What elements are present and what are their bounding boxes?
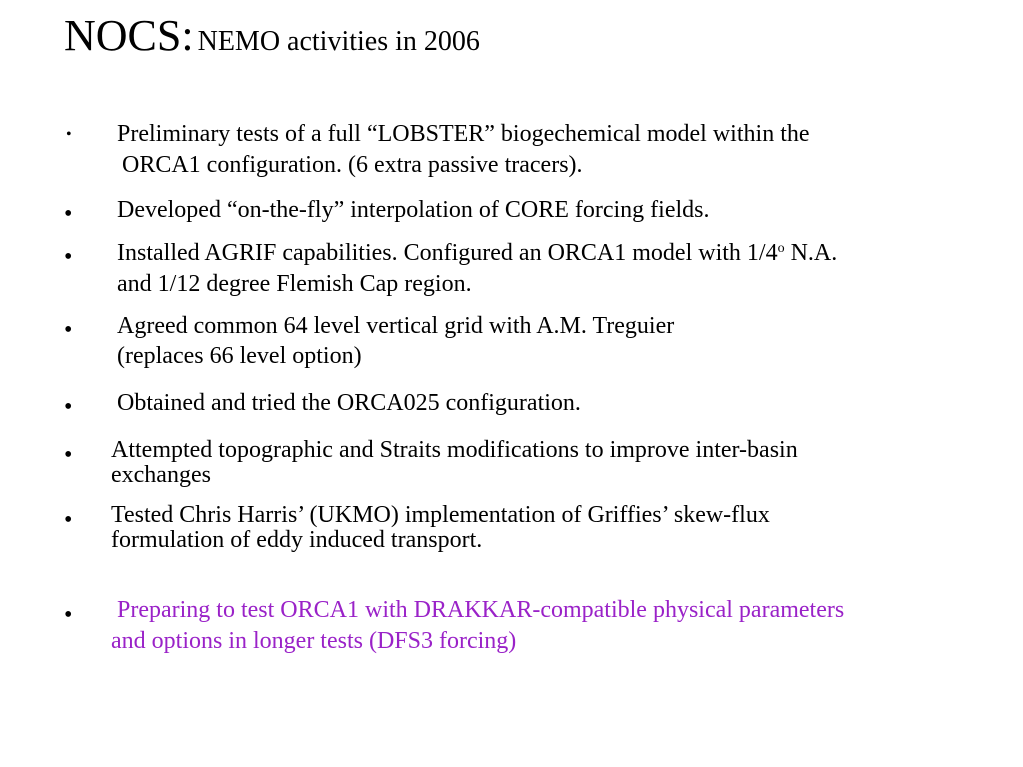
bullet-line: (replaces 66 level option)	[117, 343, 362, 369]
bullet-marker: •	[64, 507, 73, 533]
bullet-marker: •	[64, 394, 73, 420]
bullet-line-part: Installed AGRIF capabilities. Configured an ORCA1 model with 1/4	[117, 240, 778, 266]
bullet-marker: •	[64, 602, 73, 628]
bullet-line: ORCA1 configuration. (6 extra passive tracers).	[122, 152, 583, 178]
degree-superscript: o	[777, 241, 785, 256]
bullet-line: Obtained and tried the ORCA025 configuration.	[117, 390, 581, 416]
title-subtitle: NEMO activities in 2006	[197, 26, 480, 57]
bullet-marker: •	[66, 126, 72, 143]
bullet-marker: •	[64, 244, 73, 270]
bullet-line	[117, 240, 837, 267]
bullet-line-part: N.A.	[784, 240, 838, 266]
bullet-marker: •	[64, 201, 73, 227]
bullet-line: and 1/12 degree Flemish Cap region.	[117, 271, 472, 297]
slide-title	[64, 11, 480, 60]
bullet-line: Attempted topographic and Straits modifications to improve inter-basin	[111, 437, 798, 463]
bullet-line: Agreed common 64 level vertical grid with A.M. Treguier	[117, 313, 675, 339]
bullet-line: and options in longer tests (DFS3 forcing)	[111, 628, 517, 654]
bullet-marker: •	[64, 317, 73, 343]
bullet-line: Preparing to test ORCA1 with DRAKKAR-compatible physical parameters	[117, 597, 845, 623]
bullet-marker: •	[64, 442, 73, 468]
bullet-line: Tested Chris Harris’ (UKMO) implementation of Griffies’ skew-flux	[111, 502, 770, 528]
bullet-line: formulation of eddy induced transport.	[111, 527, 483, 553]
bullet-line: exchanges	[111, 462, 211, 488]
title-main: NOCS:	[64, 11, 194, 60]
bullet-line: Preliminary tests of a full “LOBSTER” biogechemical model within the	[117, 121, 810, 147]
bullet-line: Developed “on-the-fly” interpolation of CORE forcing fields.	[117, 197, 710, 223]
